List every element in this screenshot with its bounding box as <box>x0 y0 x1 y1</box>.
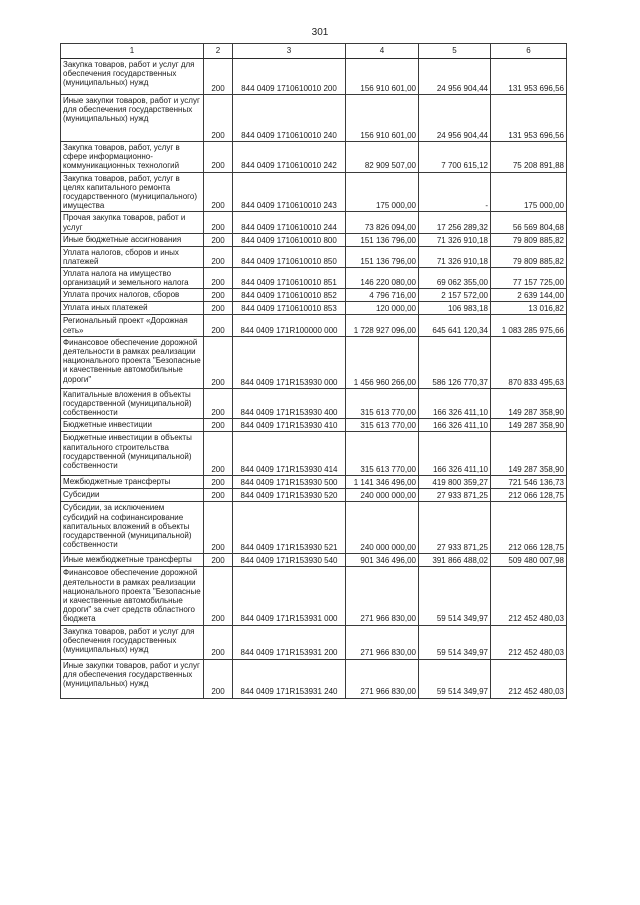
amount-approved-cell: 240 000 000,00 <box>346 502 419 554</box>
expense-type-cell: 200 <box>204 388 233 419</box>
expense-type-cell: 200 <box>204 233 233 246</box>
table-row <box>61 59 567 95</box>
amount-remaining-cell: 509 480 007,98 <box>491 554 567 567</box>
expense-name-cell: Иные закупки товаров, работ и услуг для обеспечения государственных (муниципальных) нужд <box>61 95 204 142</box>
table-row <box>61 336 567 388</box>
expense-name-cell: Уплата налога на имущество организаций и земельного налога <box>61 268 204 289</box>
table-row <box>61 233 567 246</box>
amount-executed-cell: 59 514 349,97 <box>419 625 491 659</box>
table-row <box>61 476 567 489</box>
amount-approved-cell: 271 966 830,00 <box>346 659 419 698</box>
table-row <box>61 142 567 173</box>
table-row <box>61 388 567 419</box>
amount-executed-cell: 59 514 349,97 <box>419 659 491 698</box>
amount-remaining-cell: 149 287 358,90 <box>491 432 567 476</box>
amount-executed-cell: 391 866 488,02 <box>419 554 491 567</box>
amount-approved-cell: 73 826 094,00 <box>346 212 419 233</box>
amount-approved-cell: 315 613 770,00 <box>346 419 419 432</box>
budget-code-cell: 844 0409 1710610010 800 <box>233 233 346 246</box>
amount-approved-cell: 175 000,00 <box>346 172 419 212</box>
table-row <box>61 489 567 502</box>
expense-name-cell: Закупка товаров, работ и услуг для обеспечения государственных (муниципальных) нужд <box>61 625 204 659</box>
expense-type-cell: 200 <box>204 315 233 336</box>
amount-remaining-cell: 212 066 128,75 <box>491 502 567 554</box>
expense-name-cell: Уплата прочих налогов, сборов <box>61 289 204 302</box>
page-number: 301 <box>311 27 329 38</box>
amount-executed-cell: 27 933 871,25 <box>419 502 491 554</box>
amount-approved-cell: 82 909 507,00 <box>346 142 419 173</box>
table-row <box>61 246 567 267</box>
expense-type-cell: 200 <box>204 554 233 567</box>
amount-approved-cell: 156 910 601,00 <box>346 59 419 95</box>
amount-executed-cell: 71 326 910,18 <box>419 246 491 267</box>
expense-name-cell: Бюджетные инвестиции в объекты капитального строительства государственной (муниципальной) собственности <box>61 432 204 476</box>
amount-approved-cell: 151 136 796,00 <box>346 246 419 267</box>
expense-name-cell: Закупка товаров, работ, услуг в сфере информационно-коммуникационных технологий <box>61 142 204 173</box>
expense-name-cell: Уплата иных платежей <box>61 302 204 315</box>
expense-type-cell: 200 <box>204 476 233 489</box>
budget-code-cell: 844 0409 171R153930 000 <box>233 336 346 388</box>
amount-approved-cell: 120 000,00 <box>346 302 419 315</box>
budget-code-cell: 844 0409 1710610010 851 <box>233 268 346 289</box>
amount-approved-cell: 271 966 830,00 <box>346 567 419 625</box>
amount-remaining-cell: 721 546 136,73 <box>491 476 567 489</box>
budget-code-cell: 844 0409 1710610010 240 <box>233 95 346 142</box>
budget-code-cell: 844 0409 171R153930 410 <box>233 419 346 432</box>
amount-executed-cell: - <box>419 172 491 212</box>
column-header-5: 5 <box>419 44 491 59</box>
amount-approved-cell: 315 613 770,00 <box>346 432 419 476</box>
expense-type-cell: 200 <box>204 289 233 302</box>
budget-code-cell: 844 0409 1710610010 850 <box>233 246 346 267</box>
expense-name-cell: Субсидии <box>61 489 204 502</box>
expense-type-cell: 200 <box>204 95 233 142</box>
expense-type-cell: 200 <box>204 419 233 432</box>
amount-remaining-cell: 212 452 480,03 <box>491 625 567 659</box>
amount-remaining-cell: 79 809 885,82 <box>491 246 567 267</box>
table-row <box>61 212 567 233</box>
expense-name-cell: Региональный проект «Дорожная сеть» <box>61 315 204 336</box>
column-header-3: 3 <box>233 44 346 59</box>
amount-executed-cell: 166 326 411,10 <box>419 388 491 419</box>
budget-code-cell: 844 0409 171R153931 000 <box>233 567 346 625</box>
budget-code-cell: 844 0409 1710610010 244 <box>233 212 346 233</box>
amount-remaining-cell: 131 953 696,56 <box>491 95 567 142</box>
amount-executed-cell: 24 956 904,44 <box>419 59 491 95</box>
expense-type-cell: 200 <box>204 246 233 267</box>
amount-approved-cell: 146 220 080,00 <box>346 268 419 289</box>
table-row <box>61 567 567 625</box>
amount-executed-cell: 69 062 355,00 <box>419 268 491 289</box>
amount-executed-cell: 166 326 411,10 <box>419 432 491 476</box>
amount-executed-cell: 27 933 871,25 <box>419 489 491 502</box>
expense-type-cell: 200 <box>204 625 233 659</box>
column-header-2: 2 <box>204 44 233 59</box>
amount-executed-cell: 7 700 615,12 <box>419 142 491 173</box>
column-header-1: 1 <box>61 44 204 59</box>
amount-executed-cell: 166 326 411,10 <box>419 419 491 432</box>
expense-name-cell: Капитальные вложения в объекты государственной (муниципальной) собственности <box>61 388 204 419</box>
expense-type-cell: 200 <box>204 142 233 173</box>
amount-remaining-cell: 79 809 885,82 <box>491 233 567 246</box>
expense-type-cell: 200 <box>204 302 233 315</box>
expense-type-cell: 200 <box>204 489 233 502</box>
expense-type-cell: 200 <box>204 59 233 95</box>
amount-remaining-cell: 13 016,82 <box>491 302 567 315</box>
budget-code-cell: 844 0409 171R153930 400 <box>233 388 346 419</box>
expense-name-cell: Финансовое обеспечение дорожной деятельности в рамках реализации национального проекта "Безопасные и качественные автомобильные дороги" за счет средств областного бюджета <box>61 567 204 625</box>
table-row <box>61 289 567 302</box>
amount-remaining-cell: 212 066 128,75 <box>491 489 567 502</box>
expense-type-cell: 200 <box>204 502 233 554</box>
expense-name-cell: Иные бюджетные ассигнования <box>61 233 204 246</box>
table-row <box>61 432 567 476</box>
budget-code-cell: 844 0409 171R153930 414 <box>233 432 346 476</box>
expense-type-cell: 200 <box>204 268 233 289</box>
amount-executed-cell: 17 256 289,32 <box>419 212 491 233</box>
expense-type-cell: 200 <box>204 336 233 388</box>
amount-approved-cell: 271 966 830,00 <box>346 625 419 659</box>
amount-approved-cell: 1 456 960 266,00 <box>346 336 419 388</box>
amount-remaining-cell: 870 833 495,63 <box>491 336 567 388</box>
expense-type-cell: 200 <box>204 432 233 476</box>
amount-approved-cell: 315 613 770,00 <box>346 388 419 419</box>
expense-name-cell: Закупка товаров, работ, услуг в целях капитального ремонта государственного (муниципального) имущества <box>61 172 204 212</box>
budget-code-cell: 844 0409 171R153931 200 <box>233 625 346 659</box>
amount-remaining-cell: 149 287 358,90 <box>491 419 567 432</box>
amount-executed-cell: 419 800 359,27 <box>419 476 491 489</box>
budget-code-cell: 844 0409 171R153930 540 <box>233 554 346 567</box>
table-row <box>61 659 567 698</box>
budget-code-cell: 844 0409 171R153930 500 <box>233 476 346 489</box>
expense-type-cell: 200 <box>204 659 233 698</box>
amount-approved-cell: 240 000 000,00 <box>346 489 419 502</box>
amount-remaining-cell: 56 569 804,68 <box>491 212 567 233</box>
column-header-6: 6 <box>491 44 567 59</box>
amount-approved-cell: 901 346 496,00 <box>346 554 419 567</box>
expense-name-cell: Иные межбюджетные трансферты <box>61 554 204 567</box>
table-row <box>61 315 567 336</box>
amount-approved-cell: 156 910 601,00 <box>346 95 419 142</box>
amount-executed-cell: 586 126 770,37 <box>419 336 491 388</box>
budget-code-cell: 844 0409 171R100000 000 <box>233 315 346 336</box>
amount-remaining-cell: 77 157 725,00 <box>491 268 567 289</box>
amount-remaining-cell: 175 000,00 <box>491 172 567 212</box>
table-row <box>61 419 567 432</box>
budget-code-cell: 844 0409 1710610010 853 <box>233 302 346 315</box>
amount-remaining-cell: 131 953 696,56 <box>491 59 567 95</box>
table-row <box>61 625 567 659</box>
amount-executed-cell: 106 983,18 <box>419 302 491 315</box>
expense-type-cell: 200 <box>204 567 233 625</box>
amount-executed-cell: 24 956 904,44 <box>419 95 491 142</box>
expense-name-cell: Бюджетные инвестиции <box>61 419 204 432</box>
amount-remaining-cell: 212 452 480,03 <box>491 659 567 698</box>
amount-executed-cell: 645 641 120,34 <box>419 315 491 336</box>
amount-remaining-cell: 2 639 144,00 <box>491 289 567 302</box>
amount-remaining-cell: 212 452 480,03 <box>491 567 567 625</box>
expense-name-cell: Прочая закупка товаров, работ и услуг <box>61 212 204 233</box>
amount-remaining-cell: 75 208 891,88 <box>491 142 567 173</box>
table-header-row <box>61 44 567 59</box>
table-row <box>61 502 567 554</box>
expense-name-cell: Межбюджетные трансферты <box>61 476 204 489</box>
column-header-4: 4 <box>346 44 419 59</box>
amount-approved-cell: 151 136 796,00 <box>346 233 419 246</box>
budget-execution-table <box>60 43 567 699</box>
budget-code-cell: 844 0409 1710610010 242 <box>233 142 346 173</box>
amount-approved-cell: 1 141 346 496,00 <box>346 476 419 489</box>
amount-remaining-cell: 1 083 285 975,66 <box>491 315 567 336</box>
budget-code-cell: 844 0409 171R153931 240 <box>233 659 346 698</box>
table-row <box>61 554 567 567</box>
amount-remaining-cell: 149 287 358,90 <box>491 388 567 419</box>
expense-name-cell: Иные закупки товаров, работ и услуг для обеспечения государственных (муниципальных) нужд <box>61 659 204 698</box>
budget-code-cell: 844 0409 1710610010 852 <box>233 289 346 302</box>
budget-code-cell: 844 0409 1710610010 243 <box>233 172 346 212</box>
table-row <box>61 302 567 315</box>
amount-executed-cell: 59 514 349,97 <box>419 567 491 625</box>
budget-code-cell: 844 0409 1710610010 200 <box>233 59 346 95</box>
budget-code-cell: 844 0409 171R153930 520 <box>233 489 346 502</box>
amount-executed-cell: 71 326 910,18 <box>419 233 491 246</box>
expense-type-cell: 200 <box>204 212 233 233</box>
table-row <box>61 268 567 289</box>
table-row <box>61 172 567 212</box>
amount-approved-cell: 4 796 716,00 <box>346 289 419 302</box>
expense-name-cell: Уплата налогов, сборов и иных платежей <box>61 246 204 267</box>
expense-name-cell: Субсидии, за исключением субсидий на софинансирование капитальных вложений в объекты государственной (муниципальной) собственности <box>61 502 204 554</box>
expense-type-cell: 200 <box>204 172 233 212</box>
budget-code-cell: 844 0409 171R153930 521 <box>233 502 346 554</box>
expense-name-cell: Закупка товаров, работ и услуг для обеспечения государственных (муниципальных) нужд <box>61 59 204 95</box>
expense-name-cell: Финансовое обеспечение дорожной деятельности в рамках реализации национального проекта "Безопасные и качественные автомобильные дороги" <box>61 336 204 388</box>
amount-executed-cell: 2 157 572,00 <box>419 289 491 302</box>
table-row <box>61 95 567 142</box>
amount-approved-cell: 1 728 927 096,00 <box>346 315 419 336</box>
